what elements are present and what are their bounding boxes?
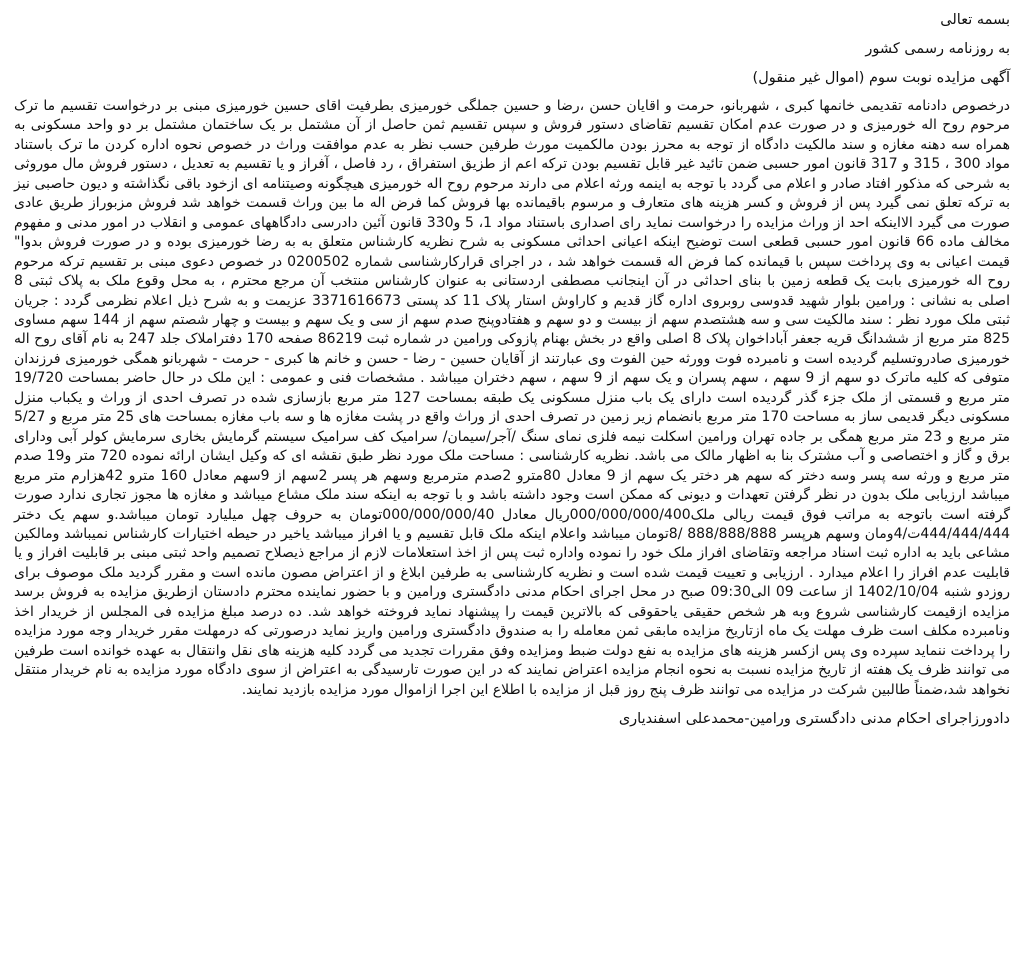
- recipient-line: به روزنامه رسمی کشور: [865, 41, 1010, 57]
- notice-body: درخصوص دادنامه تقدیمی خانمها کبری ، شهربانو، حرمت و اقایان حسن ،رضا و حسین جملگی خورمیزی بطرفیت اقای حسین خورمیزی مبنی بر درخواست تقسیم ما ترک مرحوم روح اله خورمیزی و در صورت عدم امکان تقسیم تقاضای دستور فروش و سپس تقسیم ثمن حاصل از آن مشتمل بر یک ساختمان مشتمل بر دو واحد مسکونی به همراه سه دهنه مغازه و سند مالکیت دادگاه از توجه به محرز بودن مالکمیت مورث طرفین حسب نظر به عدم موافقت وراث در خصوص نحوه اداره کردن ما ترک باستناد مواد 300 ، 315 و 317 قانون امور حسبی ضمن تائید غیر قابل تقسیم بودن ترکه اعم از طزیق استفراق ، رد فاصل ، آفراز و یا تقسیم به تعدیل ، دستور فروش مال موروثی به شرحی که مذکور افتاد صادر و اعلام می گردد با توجه به اینمه ورثه اعلام می دارند مرحوم روح اله خورمیزی هیچگونه وصیتنامه ای ازخود باقی نگذاشته و دیون حاصبی نیز به ترکه تعلق نمی گیرد پس از فروش و کسر هزینه های متعارف و مرسوم باقیمانده بها فروش کما فرض اله ما بین وراث قسمت خواهد شد فروش مزبوراز طریق عادی صورت می گیرد الااینکه احد از وراث مزایده را درخواست نماید رای اصداری باستناد مواد 1، 5 و330 قانون آئین دادرسی دادگاههای عمومی و انقلاب در امور مدنی و مفهوم مخالف ماده 66 قانون امور حسبی قطعی است توضیح اینکه اعیانی احداثی مسکونی به شرح نظریه کارشناس متعلق به به رضا خورمیزی بوده و در صورت فروش بدوا" قیمت اعیانی به وی پرداخت سپس با قیمانده کما فرض اله قسمت خواهد شد ، در اجرای قرارکارشناسی شماره 0200502 در خصوص دعوی مبنی بر تقسیم ترکه مرحوم روح اله خورمیزی بابت یک قطعه زمین با بنای احداثی در آن اینجانب مصطفی اردستانی به عنوان کارشناس منتخب آن مرجع محترم ، به محل وقوع ملک به پلاک ثبتی 8 اصلی به نشانی : ورامین بلوار شهید قدوسی روبروی اداره گاز قدیم و کاراوش استار پلاک 11 کد پستی 3371616673 عزیمت و به شرح ذیل اعلام نظرمی گردد : جریان ثبتی ملک مورد نظر : سند مالکیت سی و سه هشتصدم سهم از بیست و دو سهم و هفتادوپنج صدم سهم از سی و یک سهم و بیست و چهار شصتم سهم از 144 سهم مساوی 825 متر مربع از ششدانگ قریه جعفر آباداخوان پلاک 8 اصلی واقع در بخش بهنام پازوکی ورامین در شماره ثبت 86219 صفحه 170 دفتراملاک جلد 247 به نام آقای روح اله خورمیزی صادروتسلیم گردیده است و نامبرده فوت وورثه حین الفوت وی عبارتند از آقایان حسین - رضا - حسن و خانم ها کبری - حرمت - شهربانو همگی خورمیزی فرزندان متوفی که کلیه ماترک دو سهم از 9 سهم ، سهم پسران و یک سهم از 9 سهم ، سهم دختران میباشد . مشخصات فنی و عمومی : این ملک در حال حاضر بمساحت 19/720 متر مربع و قسمتی از ملک جزء گذر گردیده است دارای یک باب منزل مسکونی یک طبقه بمساحت 127 متر مربع بازسازی شده در تصرف احدی از وراث و یکباب منزل مسکونی دیگر قدیمی ساز به مساحت 170 متر مربع بانضمام زیر زمین در تصرف احدی از وراث واقع در پشت مغازه ها و سه باب مغازه بمساحت های 25 متر مربع و 5/27 متر مربع و 23 متر مربع همگی بر جاده تهران ورامین اسکلت نیمه فلزی نمای سنگ /آجر/سیمان/ سرامیک کف سرامیک سیستم گرمایش بخاری سرمایش کولر آبی ودارای برق و گاز و اختصاصی و آب مشترک بنا به اظهار مالک می باشد. نظریه کارشناسی : مساحت ملک مورد نظر طبق نقشه ای که وکیل ایشان ارائه نموده 720 متر و19 صدم متر مربع و ورثه سه پسر وسه دختر که سهم هر دختر یک سهم از 9 معادل 80مترو 2صدم مترمربع وسهم هر پسر 2سهم از 9سهم معادل 160 مترو 42هزارم متر مربع میباشد ارزیابی ملک بدون در نظر گرفتن تعهدات و دیونی که ممکن است وجود داشته باشد و با توجه به اینکه سند ملک مشاع میباشد و مغازه ها مجوز تجاری ندارد صورت گرفته است باتوجه به مراتب فوق قیمت ریالی ملک000/000/000/400ریال معادل 000/000/000/40تومان به حروف چهل میلیارد تومان میباشد.و سهم یک دختر 444/444/444ت/4ومان وسهم هرپسر 888/888/888 /8تومان میباشد واعلام اینکه ملک قابل تقسیم و یا افراز میباشد یاخیر در حیطه اختیارات کارشناس نمیباشد ومالکین مشاعی باید به اداره ثبت اسناد مراجعه وتقاضای افراز ملک خود را نموده واداره ثبت پس از اخذ استعلامات لازم از مراجع ذیصلاح تصمیم واحد ثبتی مبنی بر قابلیت افراز و یا قابلیت عدم افراز را اعلام میدارد . ارزیابی و تعییت قیمت شده است و نظریه کارشناسی به طرفین ابلاغ و از اعتراض مصون مانده است و مقرر گردید ملک موصوف برای روزدو شنبه 1402/10/04 از ساعت 09 الی09:30 صبح در محل اجرای احکام مدنی دادگستری ورامین و با حضور نماینده محترم دادستان ازطریق مزایده به فروش برسد مزایده ازقیمت کارشناسی شروع وبه هر شخص حقیقی یاحقوقی که بالاترین قیمت را پیشنهاد نماید فروخته خواهد شد. ده درصد مبلغ مزایده فی المجلس از خریدار اخذ ونامبرده مکلف است ظرف مهلت یک ماه ازتاریخ مزایده مابقی ثمن معامله را به صندوق دادگستری ورامین واریز نماید درصورتی که درمهلت مقرر خریدار وجه مورد مزایده را پرداخت ننماید سپرده وی پس ازکسر هزینه های مزایده به نفع دولت ضبط ومزایده وفق مقررات تجدید می گردد کلیه هزینه های نقل وانتقال به عهده خوانده است طرفین می توانند ظرف یک هفته از تاریخ مزایده نسبت به نحوه انجام مزایده اعتراض نمایند که در این صورت تارسیدگی به اعتراض از سوی دادگاه مورد مزایده به نام خریدار منتقل نخواهد شد،ضمناً طالبین شرکت در مزایده می توانند ظرف پنج روز قبل از مزایده با اطلاع این اجرا ازاموال مورد مزایده بازدید نمایند.: [14, 98, 1011, 698]
- notice-title: آگهی مزایده نوبت سوم (اموال غیر منقول): [752, 70, 1010, 86]
- bismillah-heading: بسمه تعالی: [940, 12, 1010, 28]
- signature-line: دادورزاجرای احکام مدنی دادگستری ورامین-محمدعلی اسفندیاری: [618, 711, 1010, 728]
